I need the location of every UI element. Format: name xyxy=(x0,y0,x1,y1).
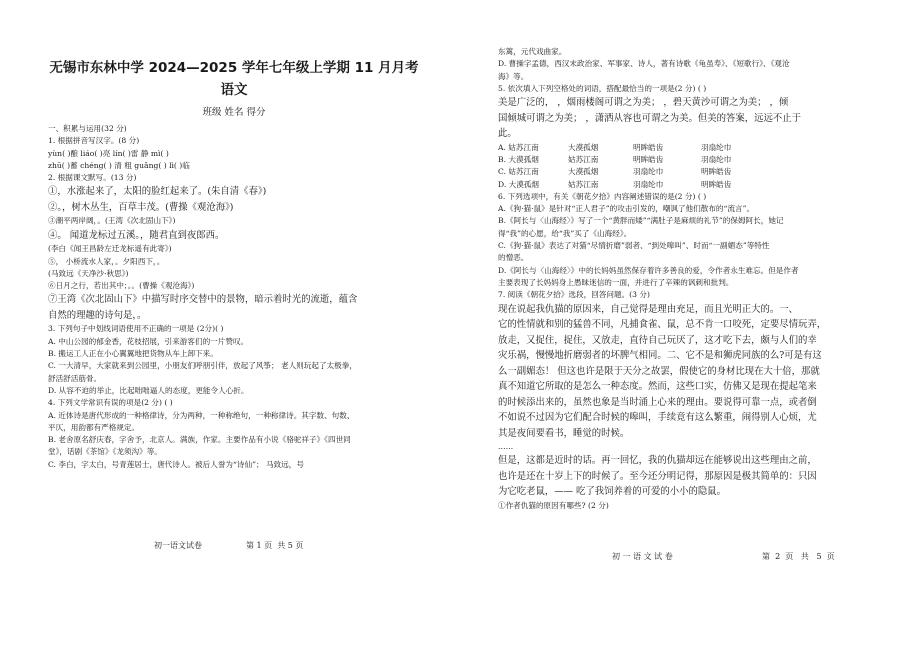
text-line: ⑦王湾《次北固山下》中描写时序交替中的景物，暗示着时光的流逝，蕴含 xyxy=(48,294,358,306)
text-line: 5. 依次填入下列空格处的词语，搭配最恰当的一项是(2 分) ( ) xyxy=(498,83,707,93)
text-line: C.《狗·猫·鼠》表达了对猫“尽情折磨”弱者、“到处嗥叫”、时而“一副媚态”等特性 xyxy=(498,241,770,251)
text-line: ④。 闻道龙标过五溪。，随君直到夜郎西。 xyxy=(48,229,225,241)
text-line: 美是广泛的， ，烟雨楼阁可谓之为美； ，碧天黄沙可谓之为美； ，倾 xyxy=(498,97,789,109)
option-row xyxy=(498,154,874,166)
text-line: (李白《闻王昌龄左迁龙标遥有此寄》) xyxy=(48,244,172,254)
text-line: 国倾城可谓之为美； ，潇洒从容也可谓之为美。但美的答案，远远不止于 xyxy=(498,112,801,124)
text-line: ⑤， 小桥流水人家，。夕阳西下，。 xyxy=(48,256,165,266)
text-line: 此。 xyxy=(498,128,517,140)
footer-left-page: 第 1 页 共 5 页 xyxy=(246,541,304,550)
page-left xyxy=(48,0,420,471)
text-line: ①，水涨起来了，太阳的脸红起来了。(朱自清《春》) xyxy=(48,186,267,198)
exam-subject: 语文 xyxy=(220,82,248,98)
text-line: 的时候添出来的，虽然也象是当时涌上心来的理由。要说得可靠一点，或者倒 xyxy=(498,396,817,408)
footer-right-title: 初 一 语 文 试 卷 xyxy=(612,552,673,561)
text-line: zhū( )蓄 chéng( ) 清 粗 guǎng( ) lì( )临 xyxy=(48,160,190,170)
text-line: ②。，树木丛生，百草丰茂。(曹操《观沧海》) xyxy=(48,201,234,213)
text-line: 6. 下列选项中，有关《朝花夕拾》内容阐述错误的是(2 分) ( ) xyxy=(498,191,707,201)
text-line: D. 曹操字孟德，西汉末政治家、军事家、诗人，著有诗歌《龟虽寿》、《短歌行》、《观沧 xyxy=(498,59,790,69)
text-line: 么一副媚态！ 但这也许是限于天分之故罢，假使它的身材比现在大十倍，那就 xyxy=(498,365,820,377)
exam-title: 无锡市东林中学 2024—2025 学年七年级上学期 11 月月考 xyxy=(49,60,419,76)
text-line: B. 老舍原名舒庆春，字舍予，北京人。满族，作家。主要作品有小说《骆驼祥子》《四世同 xyxy=(48,435,351,445)
option-cell: 明眸皓齿 xyxy=(701,179,732,189)
text-line: 自然的理趣的诗句是，。 xyxy=(48,309,147,321)
text-line: 现在说起我仇猫的原因来，自己觉得是理由充足，而且光明正大的。一、 xyxy=(498,303,799,315)
text-line: D. 从容不迫的举止，比起咄咄逼人的态度，更能令人心折。 xyxy=(48,385,249,395)
text-line: 主要表现了长妈妈身上愚昧迷信的一面，并进行了辛辣的讽刺和批判。 xyxy=(498,277,734,287)
page-right-body xyxy=(498,46,874,142)
text-line: 放走，又捉住，捉住，又放走，直待自己玩厌了，这才吃下去，颇与人们的幸 xyxy=(498,334,817,346)
text-line: 它的性情就和别的猛兽不同，凡捕食雀、鼠，总不肯一口咬死，定要尽情玩弄， xyxy=(498,319,827,331)
option-cell: 羽扇纶巾 xyxy=(633,167,664,177)
option-cell: 姑苏江南 xyxy=(568,179,599,189)
footer-left-title: 初一语文试卷 xyxy=(154,541,202,550)
text-line: 得“我”的心愿，给“我”买了《山海经》。 xyxy=(498,228,632,238)
text-line: A. 近体诗是唐代形成的一种格律诗，分为两种，一种称绝句，一种称律诗。其字数、句数、 xyxy=(48,410,355,420)
question5-options xyxy=(498,142,874,191)
text-line: 7. 阅读《朝花夕拾》选段，回答问题。(3 分) xyxy=(498,290,650,300)
text-line: D.《阿长与〈山海经〉》中的长妈妈虽然保存着许多善良的爱，令作者永生难忘。但是作者 xyxy=(498,265,799,275)
option-cell: 明眸皓齿 xyxy=(701,167,732,177)
text-line: 2. 根据课文默写。(13 分) xyxy=(48,173,137,183)
option-row xyxy=(498,166,874,178)
option-cell: 羽扇纶巾 xyxy=(701,154,732,164)
text-line: 真不知道它所取的是怎么一种态度。然而，这些口实，仿佛又是现在提起笔来 xyxy=(498,381,817,393)
text-line: 灾乐祸，慢慢地折磨弱者的坏脾气相同。二、它不是和狮虎同族的么?可是有这 xyxy=(498,350,822,362)
text-line: 也许是还在十岁上下的时候了。至今还分明记得，那原因是极其简单的：只因 xyxy=(498,470,817,482)
text-line: 但是，这都是近时的话。再一回忆，我的仇猫却远在能够说出这些理由之前， xyxy=(498,455,817,467)
option-cell: 大漠孤烟 xyxy=(568,167,599,177)
text-line: B.《阿长与〈山海经〉》写了一个“黄胖而矮”“满肚子是麻烦的礼节”的保姆阿长，她记 xyxy=(498,216,784,226)
option-cell: A. 姑苏江南 xyxy=(498,142,539,152)
text-line: 东篱，元代戏曲家。 xyxy=(498,47,567,56)
text-line: ①作者仇猫的原因有哪些? (2 分) xyxy=(498,500,609,510)
option-cell: D. 大漠孤烟 xyxy=(498,179,540,189)
text-line: 不如说不过因为它们配合时候的嗥叫，手续竟有这么繁重，闹得别人心烦，尤 xyxy=(498,412,817,424)
text-line: 堂》，话剧《茶馆》《龙须沟》等。 xyxy=(48,447,162,457)
option-cell: 明眸皓齿 xyxy=(633,154,664,164)
text-line: 一、积累与运用(32 分) xyxy=(48,124,127,133)
option-cell: 羽扇纶巾 xyxy=(633,179,664,189)
text-line: 舒活舒活筋骨。 xyxy=(48,373,102,383)
text-line: …… xyxy=(498,442,514,452)
text-line: yùn( )酿 liáo( )亮 lín( )雷 静 mì( ) xyxy=(48,148,169,158)
option-cell: B. 大漠孤烟 xyxy=(498,154,539,164)
option-cell: C. 姑苏江南 xyxy=(498,167,539,177)
text-line: 为它吃老鼠，—— 吃了我饲养着的可爱的小小的隐鼠。 xyxy=(498,486,726,498)
text-line: 其是夜间要看书，睡觉的时候。 xyxy=(498,427,630,439)
option-cell: 大漠孤烟 xyxy=(568,142,599,152)
text-line: (马致远《天净沙·秋思》) xyxy=(48,268,129,278)
page-left-body xyxy=(48,123,420,471)
text-line: C. 李白，字太白，号青莲居士，唐代诗人。被后人誉为“诗仙”； 马致远，号 xyxy=(48,459,304,469)
page-right-body-continued xyxy=(498,191,874,512)
option-cell: 姑苏江南 xyxy=(568,154,599,164)
student-info: 班级 姓名 得分 xyxy=(202,107,266,118)
text-line: A. 中山公园的郁金香，花枝招展，引来游客们的一片赞叹。 xyxy=(48,336,249,346)
text-line: ③潮平两岸阔，。(王湾《次北固山下》) xyxy=(48,216,176,226)
text-line: C. 一大清早，大家就来到公园里，小朋友们呼朋引伴，放起了风筝； 老人则玩起了太极拳， xyxy=(48,361,357,371)
page-right xyxy=(498,0,874,512)
text-line: 海》等。 xyxy=(498,71,529,81)
option-row xyxy=(498,179,874,191)
text-line: B. 搬运工人正在小心翼翼地把货物从车上卸下来。 xyxy=(48,349,218,359)
option-cell: 明眸皓齿 xyxy=(633,142,664,152)
option-row xyxy=(498,142,874,154)
footer-right-page: 第 2 页 共 5 页 xyxy=(762,552,835,561)
text-line: 1. 根据拼音写汉字。(8 分) xyxy=(48,136,140,146)
text-line: A.《狗·猫·鼠》是针对“正人君子”的攻击引发的，嘲讽了他们散布的“流言”。 xyxy=(498,204,755,214)
text-line: 的憎恶。 xyxy=(498,253,529,263)
text-line: 3. 下列句子中划线词语使用不正确的一项是 (2分)( ) xyxy=(48,324,224,334)
text-line: 4. 下列文学常识有误的项是(2 分) ( ) xyxy=(48,398,173,408)
text-line: ⑥日月之行，若出其中；。。(曹操《观沧海》) xyxy=(48,281,195,291)
option-cell: 羽扇纶巾 xyxy=(701,142,732,152)
text-line: 平仄，用韵都有严格规定。 xyxy=(48,422,140,432)
